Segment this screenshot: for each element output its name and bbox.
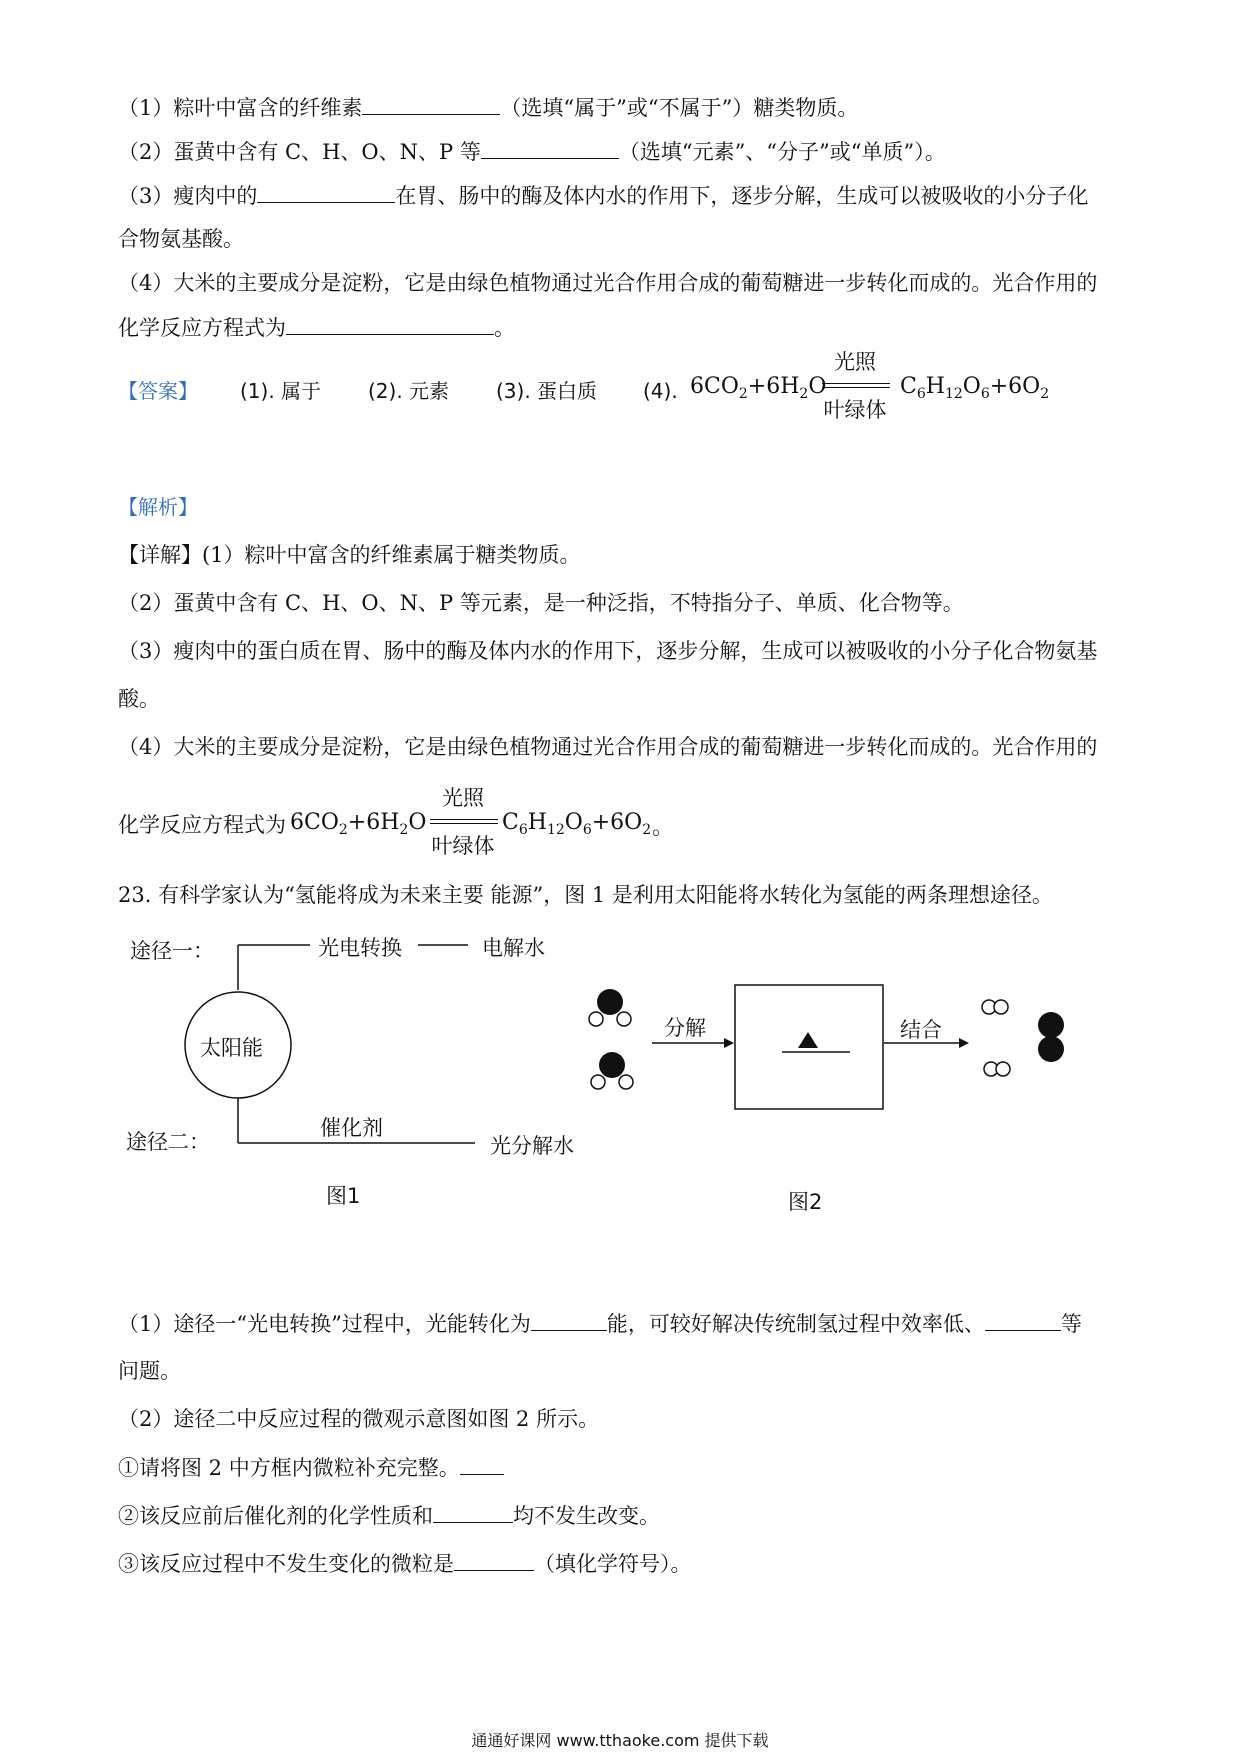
analysis-label: 【解析】 — [118, 495, 198, 519]
route-2-label: 途径二： — [126, 1130, 210, 1154]
equation-products: $C_6H_{12}O_6+6O_2$ — [502, 810, 652, 838]
condition-top: 光照 — [834, 350, 876, 374]
figure-2-caption: 图2 — [788, 1190, 823, 1214]
q22-part2-text-b: （选填“元素”、“分子”或“单质”）。 — [618, 140, 946, 164]
condition-bottom: 叶绿体 — [431, 834, 495, 858]
answer-blank[interactable] — [460, 1452, 504, 1475]
answer-blank[interactable] — [454, 1548, 534, 1571]
q22-part1-text-b: （选填“属于”或“不属于”）糖类物质。 — [500, 96, 859, 120]
photolysis-label: 光分解水 — [490, 1134, 574, 1158]
q23-intro: 23. 有科学家认为“氢能将成为未来主要 能源”，图 1 是利用太阳能将水转化为氢能的两条理想途径。 — [118, 883, 1053, 907]
page-footer: 通通好课网 www.tthaoke.com 提供下载 — [471, 1731, 769, 1750]
period: 。 — [494, 316, 515, 340]
equation-reactants: $6CO_2+6H_2O$ — [690, 374, 827, 402]
oxygen-molecule-icon — [1038, 1012, 1064, 1062]
condition-top: 光照 — [442, 786, 484, 810]
decompose-label: 分解 — [664, 1016, 706, 1040]
figure-1-caption: 图1 — [326, 1184, 361, 1208]
equation-products: $C_6H_{12}O_6+6O_2$ — [900, 374, 1050, 402]
hydrogen-molecule-icon — [984, 1062, 1010, 1076]
q22-part3-cont: 合物氨基酸。 — [118, 227, 244, 251]
water-molecule-icon — [591, 1052, 633, 1089]
q22-part4-text: 化学反应方程式为 — [118, 316, 286, 340]
answer-blank[interactable] — [985, 1308, 1061, 1331]
period: 。 — [652, 815, 675, 840]
answer-label: 【答案】 — [118, 379, 198, 403]
water-molecule-icon — [589, 989, 631, 1026]
combine-label: 结合 — [900, 1018, 942, 1042]
answer-2: (2). 元素 — [368, 379, 450, 403]
q23-part2-1: ①请将图 2 中方框内微粒补充完整。 — [118, 1452, 504, 1483]
route-1-label: 途径一： — [130, 939, 214, 963]
answer-4: (4). — [643, 379, 678, 403]
detail-3: （3）瘦肉中的蛋白质在胃、肠中的酶及体内水的作用下，逐步分解，生成可以被吸收的小分子化合物氨基 — [118, 639, 1098, 663]
answer-blank[interactable] — [531, 1308, 607, 1331]
catalyst-label: 催化剂 — [320, 1116, 383, 1140]
q23-part2-3: ③该反应过程中不发生变化的微粒是 （填化学符号）。 — [118, 1548, 692, 1579]
q22-part3-text-b: 在胃、肠中的酶及体内水的作用下，逐步分解，生成可以被吸收的小分子化 — [395, 184, 1089, 208]
solar-energy-label: 太阳能 — [200, 1036, 263, 1060]
q22-part4: （4）大米的主要成分是淀粉，它是由绿色植物通过光合作用合成的葡萄糖进一步转化而成的。光合作用的 — [118, 271, 1098, 295]
condition-bottom: 叶绿体 — [823, 398, 887, 422]
q22-part1-text: （1）粽叶中富含的纤维素 — [118, 96, 363, 120]
answer-3: (3). 蛋白质 — [496, 379, 598, 403]
detail-1: 【详解】(1）粽叶中富含的纤维素属于糖类物质。 — [118, 543, 581, 567]
equation-reactants: $6CO_2+6H_2O$ — [290, 810, 427, 838]
hydrogen-molecule-icon — [982, 1000, 1008, 1014]
q23-part2: （2）途径二中反应过程的微观示意图如图 2 所示。 — [118, 1407, 600, 1431]
detail-4: （4）大米的主要成分是淀粉，它是由绿色植物通过光合作用合成的葡萄糖进一步转化而成的。光合作用的 — [118, 735, 1098, 759]
detail-4-cont: 化学反应方程式为 — [118, 813, 286, 837]
electrolysis-label: 电解水 — [482, 936, 545, 960]
detail-3-cont: 酸。 — [118, 687, 160, 711]
q22-part3-text: （3）瘦肉中的 — [118, 184, 258, 208]
q23-part2-2: ②该反应前后催化剂的化学性质和 均不发生改变。 — [118, 1500, 660, 1531]
catalyst-triangle-icon — [798, 1032, 818, 1048]
answer-1: (1). 属于 — [240, 379, 322, 403]
photoelectric-label: 光电转换 — [318, 936, 402, 960]
q22-part2-text: （2）蛋黄中含有 C、H、O、N、P 等 — [118, 140, 481, 164]
q23-part1: （1）途径一“光电转换”过程中，光能转化为 能，可较好解决传统制氢过程中效率低、 等 — [118, 1308, 1082, 1339]
detail-2: （2）蛋黄中含有 C、H、O、N、P 等元素，是一种泛指，不特指分子、单质、化合物等。 — [118, 591, 964, 615]
answer-blank[interactable] — [433, 1500, 513, 1523]
q23-part1-cont: 问题。 — [118, 1359, 181, 1383]
